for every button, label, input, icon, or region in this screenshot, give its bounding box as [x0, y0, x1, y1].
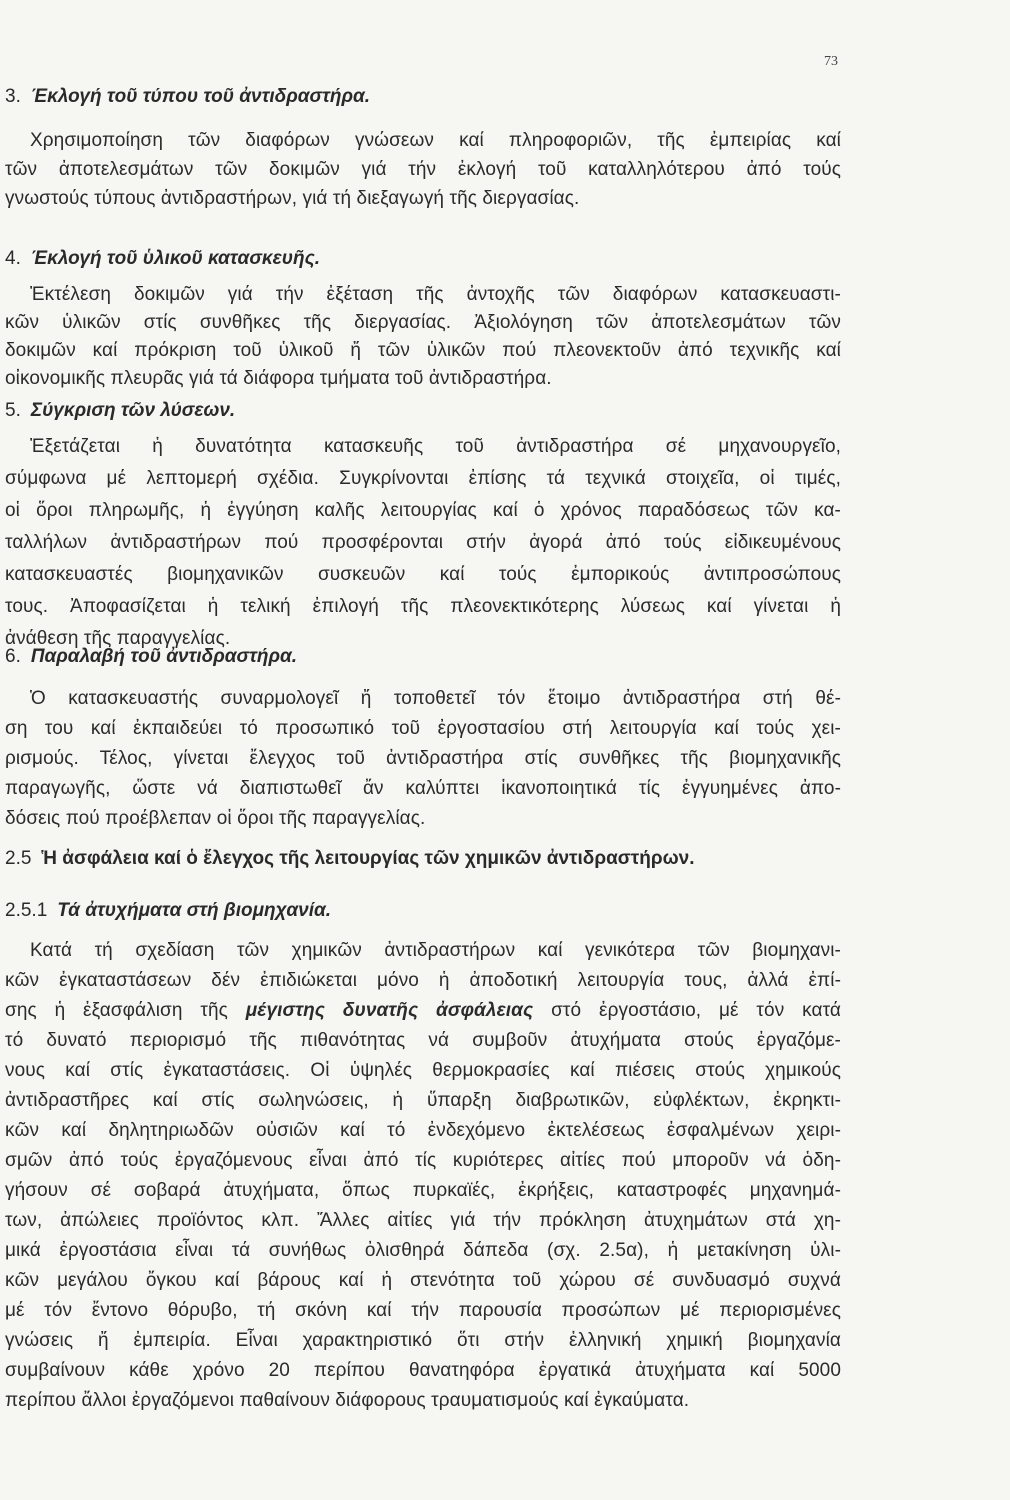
text-line: δοκιμῶν καί πρόκριση τοῦ ὑλικοῦ ἤ τῶν ὑλικῶν πού πλεονεκτοῦν ἀπό τεχνικῆς καί — [5, 340, 841, 361]
text-line: ἀντιδραστῆρες καί στίς σωληνώσεις, ἡ ὕπαρξη διαβρωτικῶν, εὐφλέκτων, ἐκρηκτι- — [5, 1090, 841, 1111]
text-line: τους. Ἀποφασίζεται ἡ τελική ἐπιλογή τῆς πλεονεκτικότερης λύσεως καί γίνεται ἡ — [5, 596, 841, 617]
heading-title: Παραλαβή τοῦ ἀντιδραστήρα. — [30, 646, 298, 667]
text-line: κῶν καί δηλητηριωδῶν οὐσιῶν καί τό ἐνδεχόμενο ἐκτελέσεως ἐσφαλμένων χειρι- — [5, 1120, 841, 1141]
text-line: σύμφωνα μέ λεπτομερή σχέδια. Συγκρίνονται ἐπίσης τά τεχνικά στοιχεῖα, οἱ τιμές, — [5, 468, 841, 489]
heading-title: Έκλογή τοῦ τύπου τοῦ ἀντιδραστήρα. — [30, 86, 371, 107]
text-line: ση του καί ἐκπαιδεύει τό προσωπικό τοῦ ἐργοστασίου στή λειτουργία καί τούς χει- — [5, 718, 841, 739]
subsection-heading — [5, 400, 235, 422]
text-line: Χρησιμοποίηση τῶν διαφόρων γνώσεων καί πληροφοριῶν, τῆς ἐμπειρίας καί — [30, 130, 841, 151]
text-line: Κατά τή σχεδίαση τῶν χημικῶν ἀντιδραστήρων καί γενικότερα τῶν βιομηχανι- — [30, 940, 841, 961]
subsection-heading — [5, 646, 297, 668]
text-line: μικά ἐργοστάσια εἶναι τά συνήθως ὀλισθηρά δάπεδα (σχ. 2.5α), ἡ μετακίνηση ὑλι- — [5, 1240, 841, 1261]
subsection-heading — [5, 248, 320, 270]
text-line: κῶν ὑλικῶν στίς συνθῆκες τῆς διεργασίας. Ἀξιολόγηση τῶν ἀποτελεσμάτων τῶν — [5, 312, 841, 333]
text-line: Ὁ κατασκευαστής συναρμολογεῖ ἤ τοποθετεῖ τόν ἕτοιμο ἀντιδραστήρα στή θέ- — [30, 688, 841, 709]
heading-number: 5. — [5, 400, 21, 421]
heading-title: Τά ἀτυχήματα στή βιομηχανία. — [57, 900, 332, 921]
text-line: τῶν ἀποτελεσμάτων τῶν δοκιμῶν γιά τήν ἐκλογή τοῦ καταλληλότερου ἀπό τούς — [5, 159, 841, 180]
heading-number: 6. — [5, 646, 21, 667]
text-line: σης ἡ ἐξασφάλιση τῆς μέγιστης δυνατῆς ἀσφάλειας στό ἐργοστάσιο, μέ τόν κατά — [5, 1000, 841, 1021]
text-line: κατασκευαστές βιομηχανικῶν συσκευῶν καί τούς ἐμπορικούς ἀντιπροσώπους — [5, 564, 841, 585]
section-heading — [5, 848, 695, 870]
text-line: ταλλήλων ἀντιδραστήρων πού προσφέρονται στήν ἀγορά ἀπό τούς εἰδικευμένους — [5, 532, 841, 553]
text-line: δόσεις πού προέβλεπαν οἱ ὅροι τῆς παραγγελίας. — [5, 808, 426, 829]
text-line: γνωστούς τύπους ἀντιδραστήρων, γιά τή διεξαγωγή τῆς διεργασίας. — [5, 188, 580, 209]
text-line: ἀνάθεση τῆς παραγγελίας. — [5, 628, 231, 649]
text-line: Ἐξετάζεται ἡ δυνατότητα κατασκευῆς τοῦ ἀντιδραστήρα σέ μηχανουργεῖο, — [30, 436, 841, 457]
text-line: συμβαίνουν κάθε χρόνο 20 περίπου θανατηφόρα ἐργατικά ἀτυχήματα καί 5000 — [5, 1360, 841, 1381]
text-line: μέ τόν ἔντονο θόρυβο, τή σκόνη καί τήν παρουσία προσώπων μέ περιορισμένες — [5, 1300, 841, 1321]
heading-title: Σύγκριση τῶν λύσεων. — [30, 400, 236, 421]
text-line: ρισμούς. Τέλος, γίνεται ἔλεγχος τοῦ ἀντιδραστήρα στίς συνθῆκες τῆς βιομηχανικῆς — [5, 748, 841, 769]
heading-number: 2.5 — [5, 848, 32, 869]
subsection-heading — [5, 900, 331, 922]
text-line: Ἐκτέλεση δοκιμῶν γιά τήν ἐξέταση τῆς ἀντοχῆς τῶν διαφόρων κατασκευαστι- — [30, 284, 841, 305]
text-line: των, ἀπώλειες προϊόντος κλπ. Ἄλλες αἰτίες γιά τήν πρόκληση ἀτυχημάτων στά χη- — [5, 1210, 841, 1231]
text-line: οἱ ὅροι πληρωμῆς, ἡ ἐγγύηση καλῆς λειτουργίας καί ὁ χρόνος παραδόσεως τῶν κα- — [5, 500, 841, 521]
emphasis-text: μέγιστης δυνατῆς ἀσφάλειας — [245, 1000, 534, 1021]
text-line: σμῶν ἀπό τούς ἐργαζόμενους εἶναι ἀπό τίς κυριότερες αἰτίες πού μποροῦν νά ὁδη- — [5, 1150, 841, 1171]
heading-number: 3. — [5, 86, 21, 107]
heading-title: Έκλογή τοῦ ὑλικοῦ κατασκευῆς. — [30, 248, 321, 269]
heading-number: 4. — [5, 248, 21, 269]
text-line: νους καί στίς ἐγκαταστάσεις. Οἱ ὑψηλές θερμοκρασίες καί πιέσεις στούς χημικούς — [5, 1060, 841, 1081]
text-line: γνώσεις ἤ ἐμπειρία. Εἶναι χαρακτηριστικό ὅτι στήν ἑλληνική χημική βιομηχανία — [5, 1330, 841, 1351]
heading-number: 2.5.1 — [5, 900, 48, 921]
text-line: γήσουν σέ σοβαρά ἀτυχήματα, ὅπως πυρκαϊές, ἐκρήξεις, καταστροφές μηχανημά- — [5, 1180, 841, 1201]
subsection-heading — [5, 86, 370, 108]
text-line: περίπου ἄλλοι ἐργαζόμενοι παθαίνουν διάφορους τραυματισμούς καί ἐγκαύματα. — [5, 1390, 690, 1411]
text-line: οἰκονομικῆς πλευρᾶς γιά τά διάφορα τμήματα τοῦ ἀντιδραστήρα. — [5, 368, 552, 389]
page-number: 73 — [824, 54, 838, 69]
text-line: κῶν ἐγκαταστάσεων δέν ἐπιδιώκεται μόνο ἡ ἀποδοτική λειτουργία τους, ἀλλά ἐπί- — [5, 970, 841, 991]
text-line: τό δυνατό περιορισμό τῆς πιθανότητας νά συμβοῦν ἀτυχήματα στούς ἐργαζόμε- — [5, 1030, 841, 1051]
heading-title: Ἡ ἀσφάλεια καί ὁ ἔλεγχος τῆς λειτουργίας τῶν χημικῶν ἀντιδραστήρων. — [41, 848, 695, 869]
text-line: παραγωγῆς, ὥστε νά διαπιστωθεῖ ἄν καλύπτει ἱκανοποιητικά τίς ἐγγυημένες ἀπο- — [5, 778, 841, 799]
text-line: κῶν μεγάλου ὄγκου καί βάρους καί ἡ στενότητα τοῦ χώρου σέ συνδυασμό συχνά — [5, 1270, 841, 1291]
